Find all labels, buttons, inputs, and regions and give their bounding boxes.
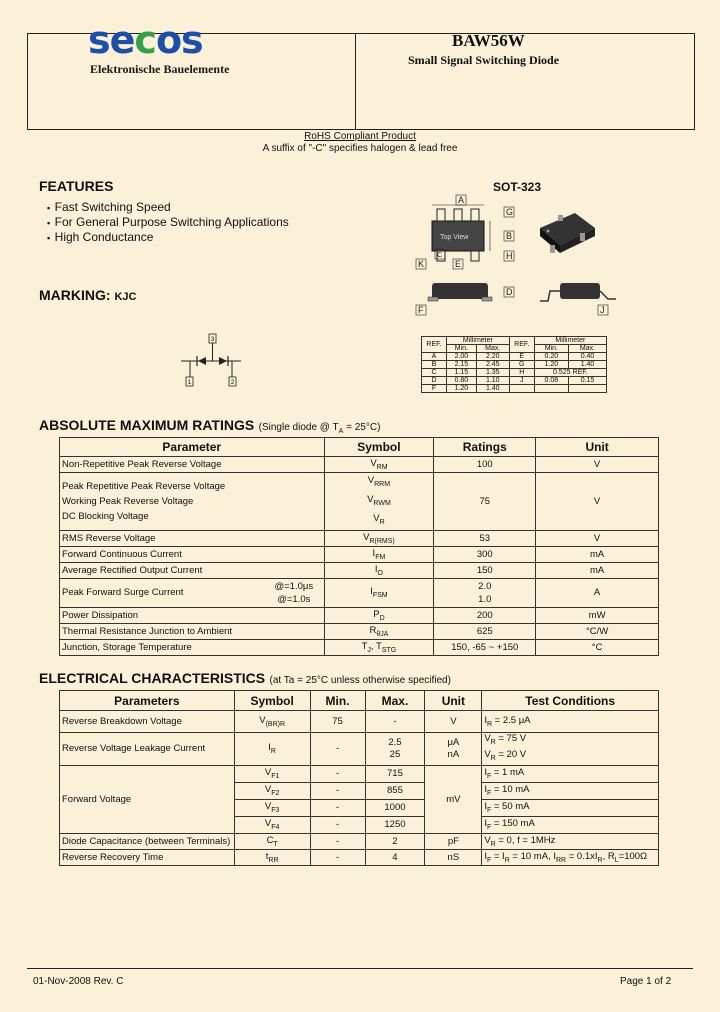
svg-text:D: D bbox=[506, 287, 513, 297]
table-row: Average Rectified Output Current $I_O$ 150 mA bbox=[60, 562, 659, 578]
svg-text:F: F bbox=[418, 305, 424, 315]
footer-divider bbox=[27, 968, 693, 969]
dim-row: C 1.15 1.35 H 0.525 REF. bbox=[422, 369, 607, 377]
dim-ref-header: REF. bbox=[422, 337, 447, 353]
dim-row: F 1.20 1.40 bbox=[422, 385, 607, 393]
dim-ref-header: REF. bbox=[509, 337, 534, 353]
table-row: Reverse Voltage Leakage Current $I_R$ - 2.5 25 μA nA $V_R = 75$ V $V_R = 20$ V bbox=[60, 733, 659, 766]
svg-text:3: 3 bbox=[210, 337, 215, 343]
header-test: Test Conditions bbox=[482, 691, 659, 711]
feature-item: ▪ For General Purpose Switching Applications bbox=[47, 215, 289, 229]
feature-item: ▪ Fast Switching Speed bbox=[47, 200, 171, 214]
svg-text:B: B bbox=[506, 231, 513, 241]
table-row: RMS Reverse Voltage $V_{R(RMS)}$ 53 V bbox=[60, 530, 659, 546]
rohs-line-2: A suffix of "-C" specifies halogen & lead free bbox=[262, 143, 458, 154]
table-row: $V_{F2}$ - 855 $I_F = 10$ mA bbox=[60, 782, 659, 799]
table-row: Forward Voltage $V_{F1}$ - 715 mV $I_F = 1$ mA bbox=[60, 765, 659, 782]
header-symbol: Symbol bbox=[234, 691, 310, 711]
svg-text:Top View: Top View bbox=[440, 234, 469, 241]
table-row: Forward Continuous Current $I_{FM}$ 300 mA bbox=[60, 546, 659, 562]
feature-item: ▪ High Conductance bbox=[47, 230, 154, 244]
table-row: Peak Forward Surge Current @=1.0μs @=1.0s $I_{FSM}$ 2.0 1.0 A bbox=[60, 578, 659, 607]
part-number: BAW56W bbox=[452, 31, 525, 50]
dim-mm-header: Millimeter bbox=[534, 337, 606, 345]
header-divider bbox=[355, 34, 356, 129]
table-row: Non-Repetitive Peak Reverse Voltage $V_{RM}$ 100 V bbox=[60, 457, 659, 473]
header-max: Max. bbox=[365, 691, 425, 711]
svg-text:C: C bbox=[437, 252, 443, 259]
svg-text:J: J bbox=[600, 305, 605, 315]
features-list bbox=[47, 198, 289, 243]
table-row: Junction, Storage Temperature $T_J$, $T_{STG}$ 150, -65 ~ +150 °C bbox=[60, 639, 659, 655]
circuit-diagram bbox=[176, 333, 246, 388]
package-drawing bbox=[410, 193, 620, 328]
logo-subtitle: Elektronische Bauelemente bbox=[90, 62, 230, 76]
header-symbol: Symbol bbox=[324, 438, 434, 457]
marking-title: MARKING: KJC bbox=[39, 287, 137, 303]
abs-max-table-body bbox=[59, 437, 659, 656]
rohs-line-1: RoHS Compliant Product bbox=[304, 131, 416, 142]
trr-test-condition: $I_F = I_R = 10$ mA, $I_{RR} = 0.1xI_R$, $R_L=100\Omega$ bbox=[482, 849, 659, 865]
dim-row: A 2.00 2.20 E 0.20 0.40 bbox=[422, 353, 607, 361]
svg-text:G: G bbox=[506, 207, 514, 217]
company-logo: secos bbox=[88, 18, 203, 62]
elec-title: ELECTRICAL CHARACTERISTICS (at Ta = 25°C unless otherwise specified) bbox=[39, 670, 451, 686]
dimension-table: REF. Millimeter REF. Millimeter Min. Max. Min. Max. A 2.00 2.20 E 0.20 0.40 B 2.15 2.45 G 1.20 1.40 C 1.15 1.35 H 0.525 REF. D 0.80 1.10 J 0.08 0.15 F 1.20 1.40 bbox=[421, 336, 607, 393]
features-title: FEATURES bbox=[39, 178, 114, 194]
table-row: $V_{F4}$ - 1250 $I_F = 150$ mA bbox=[60, 816, 659, 833]
svg-text:A: A bbox=[458, 195, 465, 205]
header-parameters: Parameters bbox=[60, 691, 235, 711]
elec-table bbox=[59, 690, 659, 866]
table-row: Peak Repetitive Peak Reverse Voltage Working Peak Reverse Voltage DC Blocking Voltage $V_{RRM}$ $V_{RWM}$ $V_R$ 75 V bbox=[60, 473, 659, 531]
header-min: Min. bbox=[310, 691, 365, 711]
table-row: $V_{F3}$ - 1000 $I_F = 50$ mA bbox=[60, 799, 659, 816]
footer-page: Page 1 of 2 bbox=[620, 976, 672, 987]
part-description: Small Signal Switching Diode bbox=[408, 53, 560, 67]
svg-text:H: H bbox=[506, 251, 513, 261]
dim-row: D 0.80 1.10 J 0.08 0.15 bbox=[422, 377, 607, 385]
svg-text:E: E bbox=[455, 259, 462, 269]
table-row: Reverse Breakdown Voltage $V_{(BR)R}$ 75 - V $I_R = 2.5$ μA bbox=[60, 711, 659, 733]
abs-max-title: ABSOLUTE MAXIMUM RATINGS (Single diode @ $T_A = 25^\circ C$) bbox=[39, 417, 381, 435]
table-row: Diode Capacitance (between Terminals) $C_T$ - 2 pF $V_R = 0$, f = 1MHz bbox=[60, 833, 659, 849]
table-row: Power Dissipation $P_D$ 200 mW bbox=[60, 607, 659, 623]
header-parameter: Parameter bbox=[60, 438, 325, 457]
header-unit: Unit bbox=[425, 691, 482, 711]
header-ratings: Ratings bbox=[434, 438, 536, 457]
footer-date: 01-Nov-2008 Rev. C bbox=[33, 976, 124, 987]
header-unit: Unit bbox=[536, 438, 659, 457]
svg-text:2: 2 bbox=[230, 380, 235, 386]
dim-row: B 2.15 2.45 G 1.20 1.40 bbox=[422, 361, 607, 369]
svg-text:K: K bbox=[418, 259, 425, 269]
table-row: Thermal Resistance Junction to Ambient $R_{\theta JA}$ 625 °C/W bbox=[60, 623, 659, 639]
svg-text:1: 1 bbox=[187, 380, 192, 386]
package-title: SOT-323 bbox=[493, 180, 542, 194]
table-row: Reverse Recovery Time $t_{RR}$ - 4 nS $I_F = I_R = 10$ mA, $I_{RR} = 0.1xI_R$, $R_L=100\Omega$ bbox=[60, 849, 659, 865]
dim-mm-header: Millimeter bbox=[447, 337, 510, 345]
